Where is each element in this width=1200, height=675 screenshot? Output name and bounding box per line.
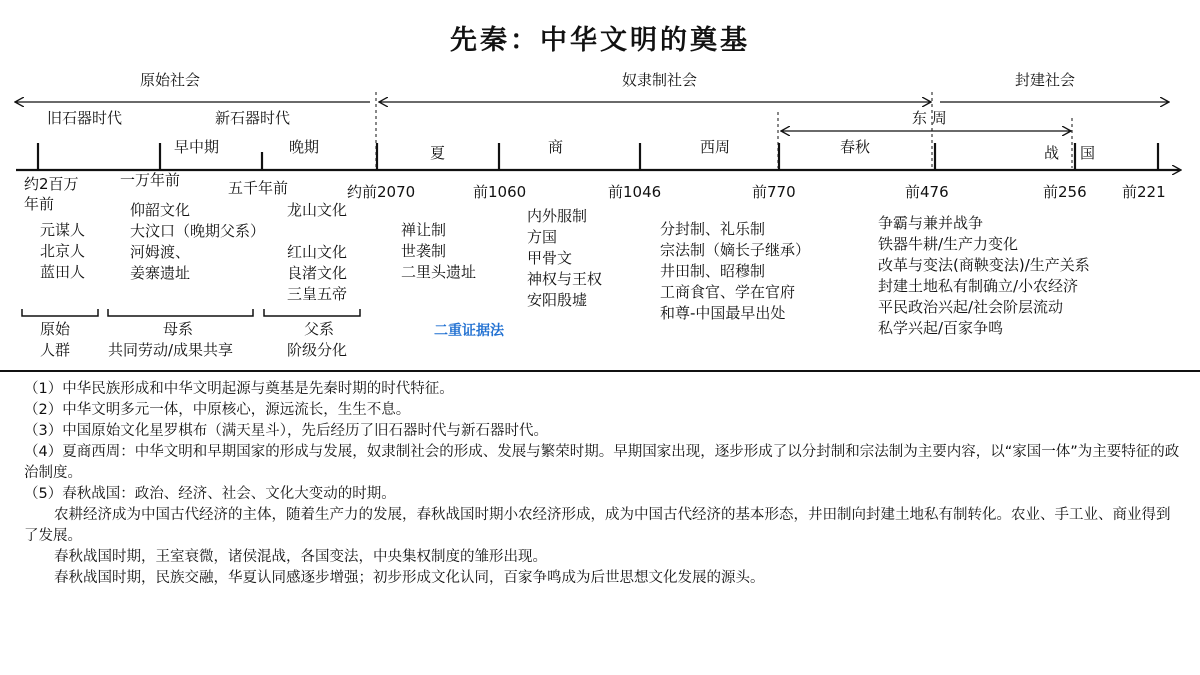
label-eastern-zhou: 东 周 xyxy=(912,109,947,127)
list-item: 安阳殷墟 xyxy=(527,291,588,309)
note-item: （1）中华民族形成和中华文明起源与奠基是先秦时期的时代特征。 xyxy=(24,381,454,397)
note-item: （2）中华文明多元一体，中原核心，源远流长，生生不息。 xyxy=(24,402,411,418)
list-item: 宗法制（嫡长子继承） xyxy=(660,241,811,259)
era-label-primitive: 原始社会 xyxy=(140,71,201,89)
brace-label-primitive-1: 原始 xyxy=(40,320,71,338)
list-item: 龙山文化 xyxy=(287,201,348,219)
label-late: 晚期 xyxy=(289,138,320,156)
list-item: 北京人 xyxy=(40,242,86,260)
list-item: 元谋人 xyxy=(40,221,86,239)
note-item: 春秋战国时期，王室衰微，诸侯混战，各国变法，中央集权制度的雏形出现。 xyxy=(54,549,547,565)
list-item: 三皇五帝 xyxy=(287,285,348,303)
label-spring-autumn: 春秋 xyxy=(840,138,871,156)
brace-label-patri-2: 阶级分化 xyxy=(287,341,348,359)
list-item: 蓝田人 xyxy=(40,263,86,281)
list-item: 内外服制 xyxy=(527,207,588,225)
label-neolithic: 新石器时代 xyxy=(215,109,291,127)
era-label-feudal: 封建社会 xyxy=(1015,71,1076,89)
list-item xyxy=(287,221,347,242)
note-item: （3）中国原始文化星罗棋布（满天星斗），先后经历了旧石器时代与新石器时代。 xyxy=(24,423,548,439)
date-256: 前256 xyxy=(1043,183,1087,201)
list-item: 姜寨遗址 xyxy=(130,264,191,282)
western-zhou-list xyxy=(660,219,810,324)
evidence-label: 二重证据法 xyxy=(434,323,504,339)
shang-list xyxy=(527,206,602,311)
date-770: 前770 xyxy=(752,183,796,201)
brace-label-matri-2: 共同劳动/成果共享 xyxy=(108,341,234,359)
list-item: 神权与王权 xyxy=(527,270,603,288)
date-2070: 约前2070 xyxy=(347,183,416,201)
label-western-zhou: 西周 xyxy=(700,138,731,156)
xia-list xyxy=(401,220,476,283)
date-221: 前221 xyxy=(1122,183,1166,201)
date-2m-line2: 年前 xyxy=(24,195,55,213)
page-title: 先秦：中华文明的奠基 xyxy=(450,25,750,56)
list-item: 大汶口（晚期父系） xyxy=(130,222,266,240)
note-item: 春秋战国时期，民族交融，华夏认同感逐步增强；初步形成文化认同，百家争鸣成为后世思想文化发展的源头。 xyxy=(54,570,765,586)
list-item: 井田制、昭穆制 xyxy=(660,262,766,280)
list-item: 禅让制 xyxy=(401,221,447,239)
list-item: 红山文化 xyxy=(287,243,348,261)
list-item: 河姆渡、 xyxy=(130,243,191,261)
list-item: 世袭制 xyxy=(401,242,447,260)
label-warring-1: 战 xyxy=(1044,144,1060,162)
label-warring-2: 国 xyxy=(1080,144,1096,162)
brace-matri xyxy=(108,309,253,316)
label-shang: 商 xyxy=(548,138,564,156)
date-5k: 五千年前 xyxy=(228,179,289,197)
neolithic-early-list xyxy=(130,200,265,284)
list-item: 分封制、礼乐制 xyxy=(660,220,766,238)
list-item: 私学兴起/百家争鸣 xyxy=(878,319,1004,337)
date-1046: 前1046 xyxy=(608,183,662,201)
note-item: （4）夏商西周：中华文明和早期国家的形成与发展，奴隶制社会的形成、发展与繁荣时期。早期国家出现，逐步形成了以分封制和宗法制为主要内容，以“家国一体”为主要特征的政治制度。 xyxy=(24,444,1180,481)
brace-primitive xyxy=(22,309,98,316)
neolithic-late-list xyxy=(287,200,347,305)
date-476: 前476 xyxy=(905,183,949,201)
brace-label-patri-1: 父系 xyxy=(304,320,335,338)
list-item: 方国 xyxy=(527,228,558,246)
date-10k: 一万年前 xyxy=(120,171,181,189)
list-item: 二里头遗址 xyxy=(401,263,477,281)
primitive-people-list xyxy=(40,220,85,283)
list-item: 封建土地私有制确立/小农经济 xyxy=(878,277,1079,295)
brace-label-primitive-2: 人群 xyxy=(40,341,71,359)
list-item: 仰韶文化 xyxy=(130,201,191,219)
list-item: 平民政治兴起/社会阶层流动 xyxy=(878,298,1064,316)
notes-section xyxy=(24,379,1184,589)
brace-patri xyxy=(264,309,360,316)
list-item: 和尊-中国最早出处 xyxy=(660,304,786,322)
spring-warring-list xyxy=(878,213,1090,339)
note-item: （5）春秋战国：政治、经济、社会、文化大变动的时期。 xyxy=(24,486,396,502)
list-item: 改革与变法(商鞅变法)/生产关系 xyxy=(878,256,1090,274)
brace-label-matri-1: 母系 xyxy=(163,320,194,338)
list-item: 工商食官、学在官府 xyxy=(660,283,796,301)
note-item: 农耕经济成为中国古代经济的主体，随着生产力的发展，春秋战国时期小农经济形成，成为中国古代经济的基本形态，井田制向封建土地私有制转化。农业、手工业、商业得到了发展。 xyxy=(24,507,1171,544)
list-item: 甲骨文 xyxy=(527,249,573,267)
label-early: 早中期 xyxy=(174,138,220,156)
list-item: 铁器牛耕/生产力变化 xyxy=(878,235,1019,253)
list-item: 争霸与兼并战争 xyxy=(878,214,984,232)
era-label-slave: 奴隶制社会 xyxy=(622,71,698,89)
label-paleolithic: 旧石器时代 xyxy=(47,109,123,127)
label-xia: 夏 xyxy=(430,144,446,162)
date-2m-line1: 约2百万 xyxy=(24,175,79,193)
list-item: 良渚文化 xyxy=(287,264,348,282)
date-1060: 前1060 xyxy=(473,183,527,201)
